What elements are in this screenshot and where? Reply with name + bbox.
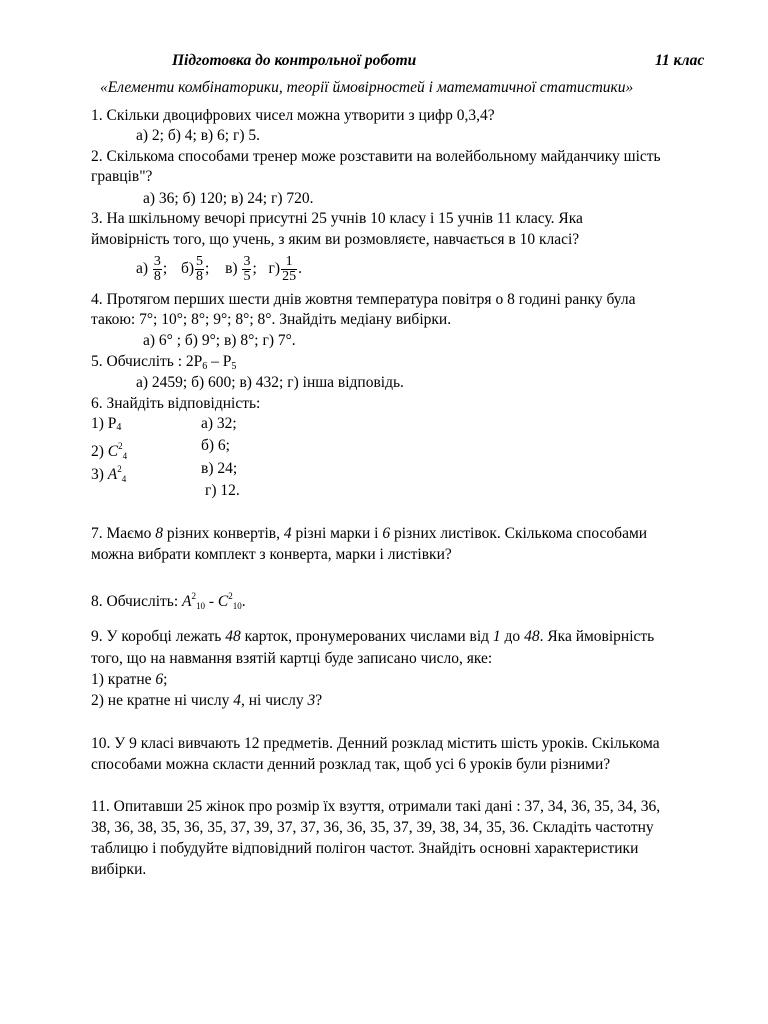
q5-mid: – P xyxy=(207,353,232,370)
q5-sub-1: 6 xyxy=(202,361,208,372)
fraction-a-num: 3 xyxy=(153,253,161,269)
question-11-line-2: 38, 36, 38, 35, 36, 35, 37, 39, 37, 37, 36, 36, 35, 37, 39, 38, 34, 35, 36. Складіть частотну xyxy=(91,819,654,836)
q7-p3: різні марки і xyxy=(291,525,383,542)
question-5-options: а) 2459; б) 600; в) 432; г) інша відповідь. xyxy=(136,374,404,391)
q6-l2-sym: C xyxy=(107,443,119,460)
question-3-options xyxy=(136,252,302,286)
grade-label: 11 клас xyxy=(655,52,705,69)
question-9-line-4 xyxy=(91,691,322,711)
q6-l1-sub: 4 xyxy=(116,422,122,433)
page-title: Підготовка до контрольної роботи xyxy=(172,52,417,69)
q6-left-1 xyxy=(91,414,121,438)
q5-label: 5. Обчисліть : 2P xyxy=(91,353,203,370)
fraction-b xyxy=(195,255,204,284)
question-1-options: а) 2; б) 4; в) 6; г) 5. xyxy=(136,127,261,144)
q9-l4c: ? xyxy=(315,692,323,709)
q9-p2: карток, пронумерованих числами від xyxy=(240,628,493,645)
q9-l4n1: 4 xyxy=(233,692,241,709)
question-1-text: 1. Скільки двоцифрових чисел можна утворити з цифр 0,3,4? xyxy=(91,107,495,124)
end-g: . xyxy=(298,260,302,277)
question-11-line-1: 11. Опитавши 25 жінок про розмір їх взуття, отримали такі дані : 37, 34, 36, 35, 34, 36, xyxy=(91,798,661,815)
q6-right-4: г) 12. xyxy=(205,482,240,499)
fraction-a-den: 8 xyxy=(153,268,161,284)
question-3-line-2: ймовірність того, що учень, з яким ви розмовляєте, навчається в 10 класі? xyxy=(91,231,580,248)
q9-p3: до xyxy=(500,628,525,645)
q7-n2: 4 xyxy=(283,525,292,542)
fraction-g-den: 25 xyxy=(282,268,297,284)
question-8-text xyxy=(91,586,246,616)
question-2-line-1: 2. Скількома способами тренер може розставити на волейбольному майданчику шість xyxy=(91,148,661,165)
q9-p1: 9. У коробці лежать xyxy=(91,628,226,645)
question-4-line-2: такою: 7°; 10°; 8°; 9°; 8°; 8°. Знайдіть медіану вибірки. xyxy=(91,311,452,328)
question-11-line-4: вибірки. xyxy=(91,861,147,878)
fraction-b-num: 5 xyxy=(196,253,204,269)
q6-l2: 2) xyxy=(91,443,108,460)
q6-l3-sup: 2 xyxy=(117,464,122,474)
q8-a-sym: A xyxy=(182,593,192,610)
question-9-line-3 xyxy=(91,670,167,690)
fraction-g-num: 1 xyxy=(281,255,297,270)
question-4-line-1: 4. Протягом перших шести днів жовтня температура повітря о 8 годині ранку була xyxy=(91,291,636,308)
q8-label: 8. Обчисліть: xyxy=(91,593,183,610)
sep-a: ; xyxy=(162,260,168,277)
option-a-label: а) xyxy=(136,260,149,277)
q6-l1: 1) P xyxy=(91,415,117,432)
q6-right-1: а) 32; xyxy=(201,415,237,432)
q6-l2-symbol xyxy=(108,443,127,460)
q6-right-2: б) 6; xyxy=(201,437,230,454)
q8-c-sym: C xyxy=(217,593,229,610)
q9-l4b: , ні числу xyxy=(240,692,308,709)
page-subtitle: «Елементи комбінаторики, теорії ймовірностей і математичної статистики» xyxy=(100,79,634,96)
question-7-line-2: можна вибрати комплект з конверта, марки і листівки? xyxy=(91,546,452,563)
fraction-v-num: 3 xyxy=(243,253,251,269)
question-11-line-3: таблицю і побудуйте відповідний полігон частот. Знайдіть основні характеристики xyxy=(91,840,639,857)
question-10-line-1: 10. У 9 класі вивчають 12 предметів. Денний розклад містить шість уроків. Скількома xyxy=(91,735,660,752)
q8-end: . xyxy=(241,593,246,610)
q8-a-sub: 10 xyxy=(196,601,205,611)
question-9-line-2: того, що на навмання взятій картці буде записано число, яке: xyxy=(91,650,493,667)
sep-b: ; xyxy=(205,260,210,277)
q6-l3-sym: A xyxy=(107,466,118,483)
q8-a-sup: 2 xyxy=(191,591,196,601)
fraction-g xyxy=(281,255,297,284)
q6-l3: 3) xyxy=(91,466,108,483)
q8-a-symbol xyxy=(182,593,205,610)
question-2-line-2: гравців"? xyxy=(91,168,153,185)
q6-left-3 xyxy=(91,459,126,489)
q8-c-sub: 10 xyxy=(232,601,242,611)
option-v-label: в) xyxy=(225,260,238,277)
question-6-title: 6. Знайдіть відповідність: xyxy=(91,395,261,412)
fraction-b-den: 8 xyxy=(196,268,204,284)
q9-l4n2: 3 xyxy=(307,692,316,709)
q6-l3-sub: 4 xyxy=(121,474,127,484)
question-3-line-1: 3. На шкільному вечорі присутні 25 учнів 10 класу і 15 учнів 11 класу. Яка xyxy=(91,210,583,227)
q8-minus: - xyxy=(205,593,218,610)
q7-p4: різних листівок. Скількома способами xyxy=(390,525,648,542)
q8-c-symbol xyxy=(218,593,242,610)
question-4-options: а) 6° ; б) 9°; в) 8°; г) 7°. xyxy=(143,332,296,349)
q9-l3b: ; xyxy=(163,671,168,688)
q9-l3n: 6 xyxy=(155,671,164,688)
q6-l2-sub: 4 xyxy=(122,451,128,461)
fraction-v xyxy=(242,255,251,284)
q7-p1: 7. Маємо xyxy=(91,525,156,542)
q6-l2-sup: 2 xyxy=(118,441,123,451)
question-7-line-1 xyxy=(91,524,647,544)
q7-n1: 8 xyxy=(155,525,163,542)
q9-l3a: 1) кратне xyxy=(91,671,156,688)
q9-l4a: 2) не кратне ні числу xyxy=(91,692,234,709)
q6-l3-symbol xyxy=(108,466,126,483)
question-2-options: а) 36; б) 120; в) 24; г) 720. xyxy=(143,190,314,207)
q5-sub-2: 5 xyxy=(231,361,237,372)
q6-right-3: в) 24; xyxy=(201,460,238,477)
q9-n1: 48 xyxy=(225,628,241,645)
fraction-v-den: 5 xyxy=(243,268,251,284)
q7-n3: 6 xyxy=(382,525,391,542)
fraction-a xyxy=(153,255,162,284)
q9-p4: . Яка ймовірність xyxy=(539,628,655,645)
q7-p2: різних конвертів, xyxy=(163,525,284,542)
q9-n3: 48 xyxy=(524,628,540,645)
sep-v: ; xyxy=(252,260,257,277)
q8-c-sup: 2 xyxy=(228,591,233,601)
option-g-label: г) xyxy=(268,260,281,277)
q9-n2: 1 xyxy=(492,628,501,645)
question-9-line-1 xyxy=(91,627,654,647)
option-b-label: б) xyxy=(180,260,195,277)
question-10-line-2: способами можна скласти денний розклад так, щоб усі 6 уроків були різними? xyxy=(91,756,611,773)
